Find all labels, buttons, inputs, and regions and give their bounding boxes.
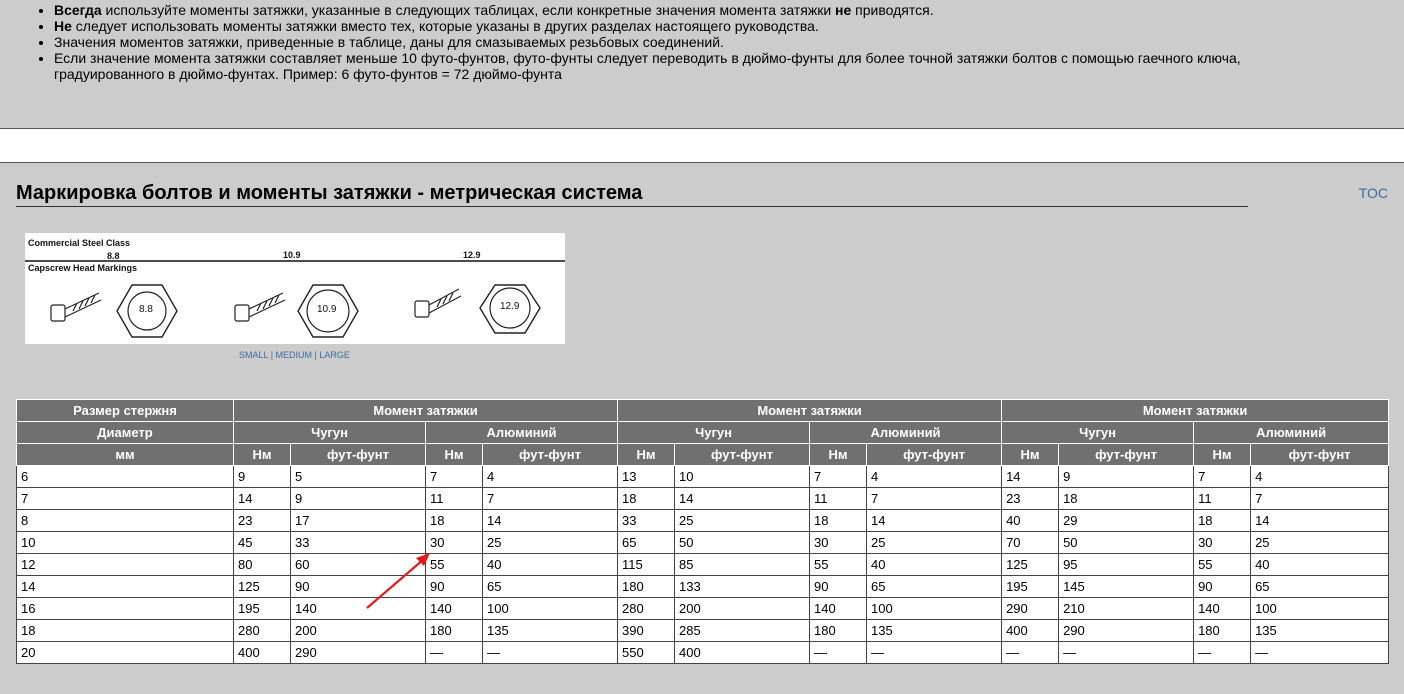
note-item	[54, 50, 1394, 82]
torque-cell: 23	[1002, 488, 1059, 510]
torque-cell: 50	[1059, 532, 1194, 554]
bolt-drawing	[25, 233, 565, 344]
col-header: Алюминий	[810, 422, 1002, 444]
col-header: мм	[17, 444, 234, 466]
torque-cell: 135	[1251, 620, 1389, 642]
torque-cell: 17	[291, 510, 426, 532]
white-band	[0, 129, 1404, 163]
torque-cell: 40	[867, 554, 1002, 576]
torque-cell: 90	[1194, 576, 1251, 598]
torque-cell: 4	[1251, 466, 1389, 488]
torque-cell: 550	[618, 642, 675, 664]
torque-cell: 25	[1251, 532, 1389, 554]
col-header: фут-фунт	[483, 444, 618, 466]
torque-cell: 140	[1194, 598, 1251, 620]
size-small-link[interactable]: SMALL	[239, 350, 269, 360]
torque-cell: 18	[1059, 488, 1194, 510]
torque-cell: 135	[867, 620, 1002, 642]
torque-cell: 18	[426, 510, 483, 532]
torque-cell: —	[867, 642, 1002, 664]
diameter-cell: 10	[17, 532, 234, 554]
diameter-cell: 6	[17, 466, 234, 488]
torque-cell: 5	[291, 466, 426, 488]
note-item	[54, 18, 1394, 34]
torque-cell: 7	[426, 466, 483, 488]
torque-cell: 65	[618, 532, 675, 554]
header-row	[17, 422, 1389, 444]
torque-cell: 55	[426, 554, 483, 576]
col-header: Чугун	[618, 422, 810, 444]
torque-cell: 33	[618, 510, 675, 532]
torque-cell: 9	[234, 466, 291, 488]
torque-cell: 11	[1194, 488, 1251, 510]
grade-label: 12.9	[463, 250, 481, 260]
torque-cell: 18	[618, 488, 675, 510]
hex-grade-label: 12.9	[500, 301, 520, 312]
size-large-link[interactable]: LARGE	[319, 350, 350, 360]
notes-list	[36, 2, 1394, 82]
note-text: приводятся.	[851, 2, 934, 18]
torque-cell: 65	[483, 576, 618, 598]
torque-table	[16, 399, 1389, 664]
torque-cell: 7	[1194, 466, 1251, 488]
hex-grade-label: 8.8	[139, 304, 153, 315]
table-row	[17, 488, 1389, 510]
diameter-cell: 14	[17, 576, 234, 598]
torque-cell: 70	[1002, 532, 1059, 554]
torque-cell: 280	[618, 598, 675, 620]
torque-cell: 60	[291, 554, 426, 576]
torque-cell: 115	[618, 554, 675, 576]
bolt-icon	[415, 289, 461, 317]
torque-cell: 290	[291, 642, 426, 664]
torque-cell: 125	[1002, 554, 1059, 576]
col-header: фут-фунт	[1251, 444, 1389, 466]
table-row	[17, 642, 1389, 664]
torque-cell: 90	[291, 576, 426, 598]
torque-cell: —	[426, 642, 483, 664]
torque-cell: 180	[810, 620, 867, 642]
table-row	[17, 510, 1389, 532]
torque-cell: 11	[426, 488, 483, 510]
torque-cell: 90	[810, 576, 867, 598]
col-header: Алюминий	[1194, 422, 1389, 444]
col-header: Нм	[618, 444, 675, 466]
torque-cell: 210	[1059, 598, 1194, 620]
torque-cell: 135	[483, 620, 618, 642]
header-row	[17, 444, 1389, 466]
torque-cell: —	[1251, 642, 1389, 664]
col-header: Нм	[234, 444, 291, 466]
torque-cell: 145	[1059, 576, 1194, 598]
torque-cell: 11	[810, 488, 867, 510]
table-row	[17, 598, 1389, 620]
col-header: Нм	[426, 444, 483, 466]
torque-cell: 25	[867, 532, 1002, 554]
torque-cell: 290	[1059, 620, 1194, 642]
markings-label: Capscrew Head Markings	[28, 263, 138, 273]
note-emphasis: не	[835, 2, 852, 18]
torque-cell: 18	[1194, 510, 1251, 532]
col-header: фут-фунт	[675, 444, 810, 466]
bolt-icon	[235, 293, 285, 321]
torque-cell: 45	[234, 532, 291, 554]
col-header: Чугун	[1002, 422, 1194, 444]
torque-cell: 180	[618, 576, 675, 598]
torque-cell: 30	[426, 532, 483, 554]
torque-cell: —	[1002, 642, 1059, 664]
note-text: используйте моменты затяжки, указанные в следующих таблицах, если конкретные значения момента затяжки	[101, 2, 836, 18]
torque-cell: 13	[618, 466, 675, 488]
torque-cell: 25	[483, 532, 618, 554]
torque-cell: 14	[1251, 510, 1389, 532]
torque-cell: 200	[291, 620, 426, 642]
torque-cell: 133	[675, 576, 810, 598]
note-text: Если значение момента затяжки составляет меньше 10 футо-фунтов, футо-фунты следует переводить в дюймо-фунты для более точной затяжки болтов с помощью гаечного ключа,	[54, 50, 1241, 66]
torque-cell: 23	[234, 510, 291, 532]
header-row	[17, 400, 1389, 422]
size-medium-link[interactable]: MEDIUM	[275, 350, 313, 360]
torque-cell: 290	[1002, 598, 1059, 620]
torque-cell: 14	[1002, 466, 1059, 488]
torque-cell: 7	[483, 488, 618, 510]
note-text: следует использовать моменты затяжки вместо тех, которые указаны в других разделах настоящего руководства.	[71, 18, 819, 34]
torque-cell: 400	[234, 642, 291, 664]
torque-cell: 10	[675, 466, 810, 488]
torque-cell: 9	[1059, 466, 1194, 488]
col-header: Нм	[810, 444, 867, 466]
torque-cell: 285	[675, 620, 810, 642]
grade-label: 8.8	[107, 251, 120, 261]
table-row	[17, 532, 1389, 554]
note-text-continued: градуированного в дюймо-фунтах. Пример: 6 футо-фунтов = 72 дюймо-фунта	[54, 66, 562, 82]
torque-cell: 100	[867, 598, 1002, 620]
torque-cell: 85	[675, 554, 810, 576]
diameter-cell: 12	[17, 554, 234, 576]
col-header: Момент затяжки	[618, 400, 1002, 422]
col-header: Нм	[1194, 444, 1251, 466]
torque-cell: 30	[1194, 532, 1251, 554]
diameter-cell: 7	[17, 488, 234, 510]
torque-cell: 40	[483, 554, 618, 576]
torque-cell: 200	[675, 598, 810, 620]
col-header: фут-фунт	[1059, 444, 1194, 466]
title-underline	[16, 206, 1248, 207]
torque-cell: 18	[810, 510, 867, 532]
torque-cell: 95	[1059, 554, 1194, 576]
torque-cell: 40	[1251, 554, 1389, 576]
toc-link[interactable]: TOC	[1358, 185, 1388, 201]
col-header: Момент затяжки	[234, 400, 618, 422]
col-header: фут-фунт	[291, 444, 426, 466]
torque-cell: 14	[867, 510, 1002, 532]
diameter-cell: 8	[17, 510, 234, 532]
torque-cell: 180	[1194, 620, 1251, 642]
col-header: фут-фунт	[867, 444, 1002, 466]
diameter-cell: 16	[17, 598, 234, 620]
torque-cell: 100	[483, 598, 618, 620]
torque-cell: 4	[867, 466, 1002, 488]
table-row	[17, 466, 1389, 488]
torque-cell: 14	[483, 510, 618, 532]
torque-cell: 4	[483, 466, 618, 488]
col-header: Момент затяжки	[1002, 400, 1389, 422]
torque-cell: 25	[675, 510, 810, 532]
note-text: Значения моментов затяжки, приведенные в таблице, даны для смазываемых резьбовых соединений.	[54, 34, 724, 50]
bolt-icon	[51, 293, 101, 321]
col-header: Нм	[1002, 444, 1059, 466]
torque-cell: 30	[810, 532, 867, 554]
class-label: Commercial Steel Class	[28, 238, 131, 248]
torque-cell: 65	[867, 576, 1002, 598]
grade-label: 10.9	[283, 250, 301, 260]
torque-cell: 29	[1059, 510, 1194, 532]
torque-cell: 125	[234, 576, 291, 598]
note-item	[54, 34, 1394, 50]
torque-cell: —	[483, 642, 618, 664]
table-row	[17, 620, 1389, 642]
section-title: Маркировка болтов и моменты затяжки - метрическая система	[16, 182, 643, 204]
torque-cell: 195	[1002, 576, 1059, 598]
bolt-markings-figure	[25, 233, 565, 344]
torque-cell: 400	[675, 642, 810, 664]
torque-cell: 14	[675, 488, 810, 510]
col-header: Диаметр	[17, 422, 234, 444]
torque-cell: 400	[1002, 620, 1059, 642]
torque-cell: 55	[810, 554, 867, 576]
note-emphasis: Не	[54, 18, 72, 34]
col-header: Размер стержня	[17, 400, 234, 422]
table-row	[17, 554, 1389, 576]
image-size-links: SMALL | MEDIUM | LARGE	[239, 350, 350, 360]
torque-cell: 40	[1002, 510, 1059, 532]
torque-cell: —	[810, 642, 867, 664]
torque-cell: 390	[618, 620, 675, 642]
torque-cell: 33	[291, 532, 426, 554]
table-row	[17, 576, 1389, 598]
diameter-cell: 18	[17, 620, 234, 642]
torque-cell: 90	[426, 576, 483, 598]
diameter-cell: 20	[17, 642, 234, 664]
torque-cell: 140	[291, 598, 426, 620]
hex-grade-label: 10.9	[317, 304, 337, 315]
torque-cell: —	[1194, 642, 1251, 664]
note-emphasis: Всегда	[54, 2, 102, 18]
torque-cell: 7	[867, 488, 1002, 510]
col-header: Алюминий	[426, 422, 618, 444]
table-body	[17, 466, 1389, 664]
torque-cell: 50	[675, 532, 810, 554]
torque-cell: 100	[1251, 598, 1389, 620]
torque-cell: 65	[1251, 576, 1389, 598]
col-header: Чугун	[234, 422, 426, 444]
torque-cell: 80	[234, 554, 291, 576]
torque-cell: 195	[234, 598, 291, 620]
note-item	[54, 2, 1394, 18]
torque-cell: —	[1059, 642, 1194, 664]
torque-cell: 55	[1194, 554, 1251, 576]
torque-cell: 180	[426, 620, 483, 642]
torque-cell: 140	[426, 598, 483, 620]
torque-cell: 14	[234, 488, 291, 510]
torque-cell: 7	[1251, 488, 1389, 510]
torque-cell: 7	[810, 466, 867, 488]
torque-cell: 9	[291, 488, 426, 510]
torque-cell: 140	[810, 598, 867, 620]
torque-cell: 280	[234, 620, 291, 642]
